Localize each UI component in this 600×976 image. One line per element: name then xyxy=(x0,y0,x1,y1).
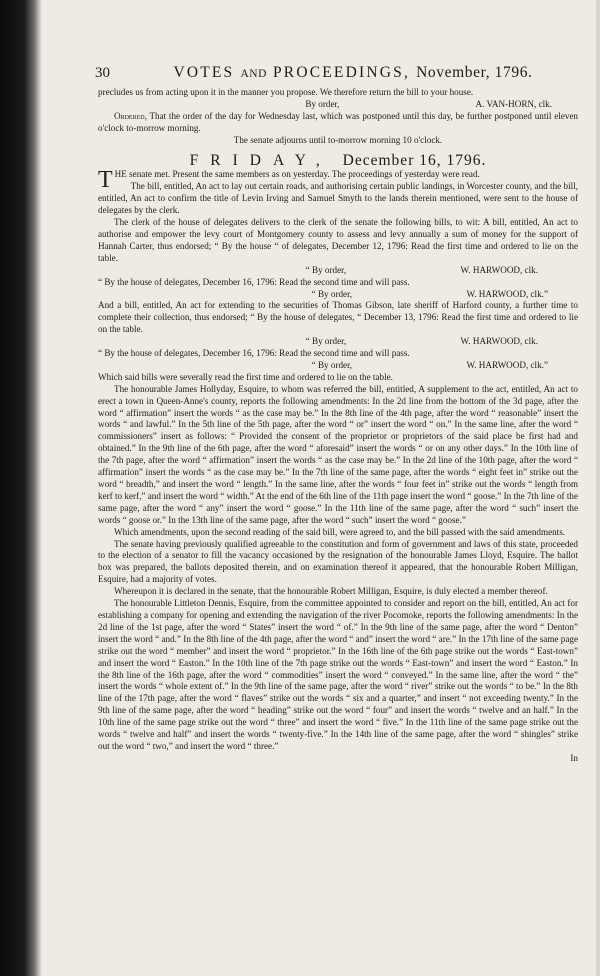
paragraph-dennis-amendments: The honourable Littleton Dennis, Esquire, from the committee appointed to consider and report on the bill, entitled, An act for establishing a company for opening and extending the navigation of the river Pocomoke, reports the following amendments: In the 2d line of the 1st page, after the word “ States” insert the word “ of.” In the 9th line of the same page, after the word “ Denton” insert the word “ and.” In the 8th line of the 4th page, after the word “ and” insert the word “ are.” In the 17th line of the same page strike out the word “ member” and insert the word “ proprietor.” In the 16th line of the 6th page strike out the words “ East-town” and insert the word “ Easton.” In the 10th line of the 7th page strike out the words “ East-town” and insert the word “ Easton.” In the 8th line of the 16th page, after the word “ commodities” insert the word “ conveyed.” In the same line, after the word “ the” insert the words “ whole extent of.” In the 9th line of the same page, after the word “ river” strike out the words “ to be.” In the 8th line of the 17th page, after the word “ flaves” strike out the words “ six and a quarter,” and insert “ not exceeding twenty.” In the 9th line of the same page, after the word “ heading” strike out the word “ four” and insert the words “ twelve and an half.” In the 10th line of the same page strike out the word “ three” and insert the word “ five.” In the 11th line of the same page strike out the words “ twelve and half” and insert the words “ twenty-five.” In the 14th line of the same page, after the word “ shingles” strike out the word “ two,” and insert the word “ three.” xyxy=(98,598,578,751)
paragraph-amendments-agreed: Which amendments, upon the second reading of the said bill, were agreed to, and the bill passed with the said amendments. xyxy=(114,526,566,537)
clerk-signature: W. HARWOOD, clk.” xyxy=(466,359,548,370)
clerk-signature: W. HARWOOD, clk. xyxy=(460,264,538,275)
day-heading xyxy=(98,151,578,169)
ordered-paragraph xyxy=(98,111,578,135)
clerk-signature: W. HARWOOD, clk. xyxy=(460,336,538,347)
signature-line xyxy=(98,289,578,301)
paragraph-senate-met xyxy=(98,167,578,194)
title-and: AND xyxy=(240,68,267,80)
paragraph-text: HE senate met. Present the same members as on yesterday. The proceedings of yesterday were read. xyxy=(114,169,480,180)
signature-line xyxy=(98,336,578,348)
clerk-signature: W. HARWOOD, clk.” xyxy=(466,288,548,299)
paragraph-hollyday-amendments: The honourable James Hollyday, Esquire, to whom was referred the bill, entitled, A supplement to the act, entitled, An act to erect a town in Queen-Anne's county, reports the following amendments: In the 2d line from the bottom of the 3d page, after the word “ affirmation” insert the words “ as the case may be.” In the 8th line of the 4th page, after the word “ reasonable” insert the words “ and lawful.” In the 5th line of the 5th page, after the word “ or” insert the word “ on.” In the same line, after the word “ commissioners” insert as follows: “ Provided the consent of the proprietor or proprietors of the said place be first had and obtained.” In the 9th line of the 6th page, after the word “ aforesaid” insert the words “ or on any other days.” In the 10th line of the 7th page, after the word “ affirmation” insert the words “ as the case may be.” In the 2d line of the 10th page, after the word “ affirmation” insert the words “ as the case may be.” In the 7th line of the same page, after the words “ eight feet in” strike out the word “ breadth,” and insert the word “ length.” In the same line, after the words “ four feet in” strike out the words “ length from kerf to kerf,” and insert the word “ width.” At the end of the 6th line of the 11th page insert the word “ goose.” In the 7th line of the same page, after the word “ any” insert the word “ goose.” In the 11th line of the same page, after the word “ such” insert the words “ goose or.” In the 13th line of the same page, after the word “ such” insert the word “ goose.” xyxy=(98,383,578,525)
preamble-text: precludes us from acting upon it in the manner you propose. We therefore return the bill to your house. xyxy=(98,87,474,97)
endorsement-line: “ By the house of delegates, December 16, 1796: Read the second time and will pass. xyxy=(98,348,410,359)
title-proceedings: PROCEEDINGS, xyxy=(272,64,411,81)
signature-line xyxy=(98,360,578,372)
ordered-text: That the order of the day for Wednesday last, which was postponed until this day, be further postponed until eleven o'clock to-morrow morning. xyxy=(98,110,578,133)
adjourn-line: The senate adjourns until to-morrow morning 10 o'clock. xyxy=(233,134,443,145)
clerk-signature: A. VAN-HORN, clk. xyxy=(475,98,552,109)
header-date: November, 1796. xyxy=(416,64,533,81)
paragraph-milligan-elected: Whereupon it is declared in the senate, that the honourable Robert Milligan, Esquire, is duly elected a member thereof. xyxy=(114,586,548,597)
preamble-signature xyxy=(98,99,578,111)
by-order: “ By order, xyxy=(311,288,353,299)
running-title xyxy=(128,64,578,81)
catchword: In xyxy=(570,752,578,763)
by-order: By order, xyxy=(305,98,340,109)
by-order: “ By order, xyxy=(311,359,353,370)
endorsement-line: “ By the house of delegates, December 16, 1796: Read the second time and will pass. xyxy=(98,276,410,287)
document-page xyxy=(95,64,578,765)
paragraph-gibson-bill: And a bill, entitled, An act for extending to the securities of Thomas Gibson, late sheriff of Harford county, a further time to complete their collection, thus endorsed; “ By the house of delegates, “ December 13, 1796: Read the first time and ordered to lie on the table. xyxy=(98,300,578,335)
ordered-label: Ordered, xyxy=(114,110,147,121)
paragraph-bills-delivered: The clerk of the house of delegates delivers to the clerk of the senate the following bills, to wit: A bill, entitled, An act to authorise and empower the levy court of Montgomery county to assess and levy annually a sum of money for the support of Hannah Carter, thus endorsed; “ By the house “ of delegates, December 12, 1796: Read the first time and ordered to lie on the table. xyxy=(98,217,578,263)
paragraph-senator-election: The senate having previously qualified agreeable to the constitution and form of government and laws of this state, proceeded to the election of a senator to fill the vacancy occasioned by the resignation of the honourable James Lloyd, Esquire. The ballot box was prepared, the ballots deposited therein, and on examination thereof it appeared, that the honourable Robert Milligan, Esquire, had a majority of votes. xyxy=(98,538,578,585)
drop-cap: T xyxy=(98,167,113,194)
page-edge xyxy=(596,0,600,976)
signature-line xyxy=(98,265,578,277)
by-order: “ By order, xyxy=(305,336,347,347)
running-header xyxy=(95,64,578,86)
paragraph-bills-sent: The bill, entitled, An act to lay out certain roads, and authorising certain public landings, in Worcester county, and the bill, entitled, An act to confirm the title of Levin Irving and Samuel Smyth to the lands therein mentioned, were sent to the house of delegates by the clerk. xyxy=(98,181,578,216)
day-name: FRIDAY, xyxy=(189,151,332,169)
paragraph-bills-read: Which said bills were severally read the first time and ordered to lie on the table. xyxy=(98,371,393,382)
day-date: December 16, 1796. xyxy=(342,151,487,169)
title-votes: VOTES xyxy=(173,64,235,81)
by-order: “ By order, xyxy=(305,264,347,275)
page-number: 30 xyxy=(95,65,110,81)
book-binding-shadow xyxy=(0,0,42,976)
